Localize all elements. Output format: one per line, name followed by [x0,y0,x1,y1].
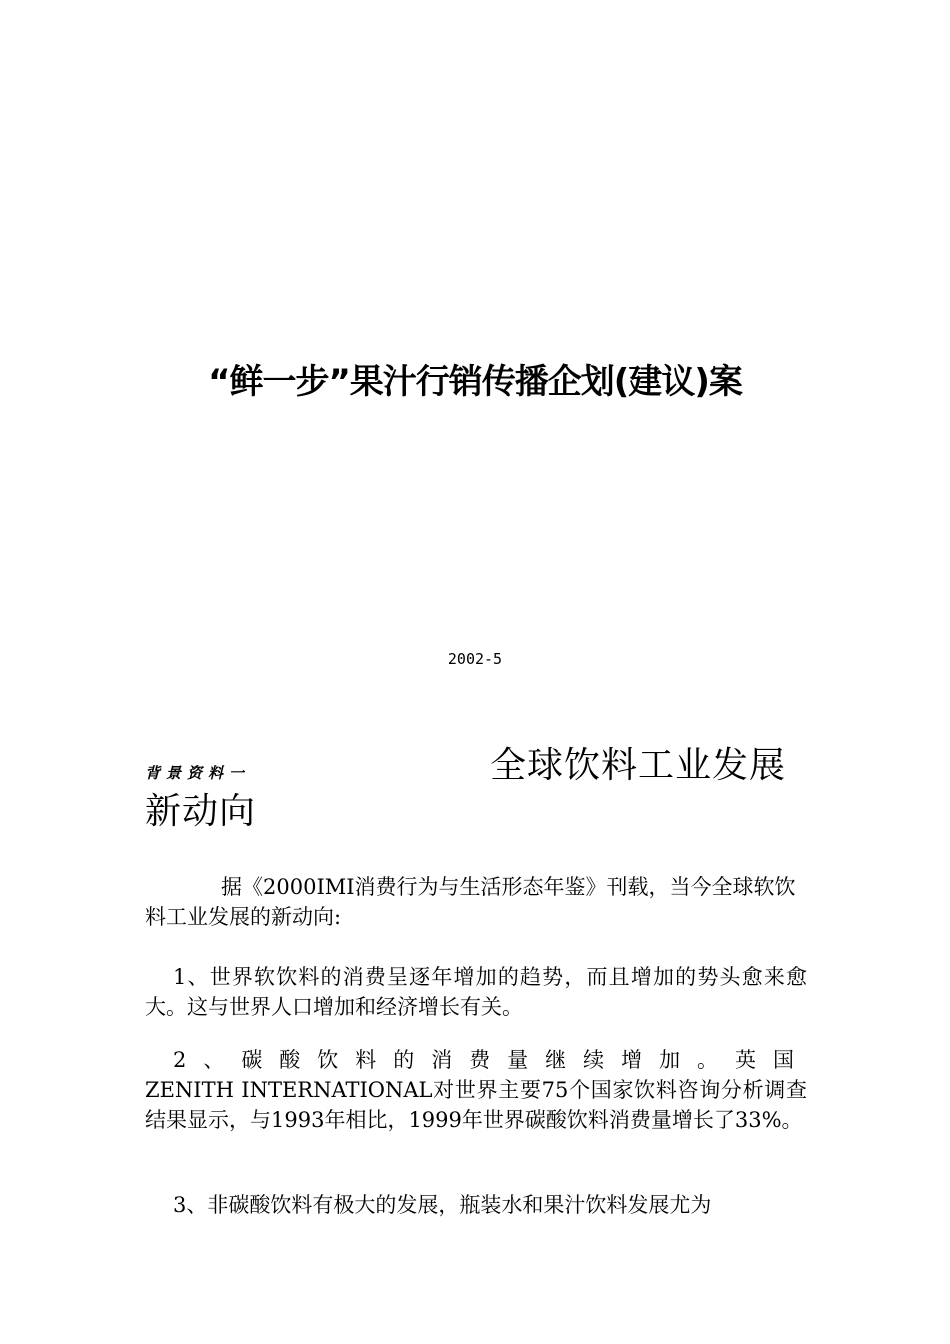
document-date: 2002-5 [447,650,503,668]
paragraph-3: 3、非碳酸饮料有极大的发展，瓶装水和果汁饮料发展尤为 [173,1193,712,1217]
paragraph-2-body: ZENITH INTERNATIONAL对世界主要75个国家饮料咨询分析调查结果显示，与1993年相比，1999年世界碳酸饮料消费量增长了33%。 [145,1078,807,1132]
section-title-line1: 全球饮料工业发展 [490,745,787,786]
paragraph-2 [145,1045,807,1135]
paragraph-2-lead: 2、碳酸饮料的消费量继续增加。英国 [173,1048,807,1072]
section-title-line2: 新动向 [145,791,257,832]
intro-paragraph: 据《2000IMI消费行为与生活形态年鉴》刊载，当今全球软饮料工业发展的新动向: [145,875,796,929]
section-label: 背景资料一 [145,764,251,782]
document-title: “鲜一步”果汁行销传播企划(建议)案 [208,362,742,402]
paragraph-1: 1、世界软饮料的消费呈逐年增加的趋势，而且增加的势头愈来愈大。这与世界人口增加和经济增长有关。 [145,965,807,1019]
